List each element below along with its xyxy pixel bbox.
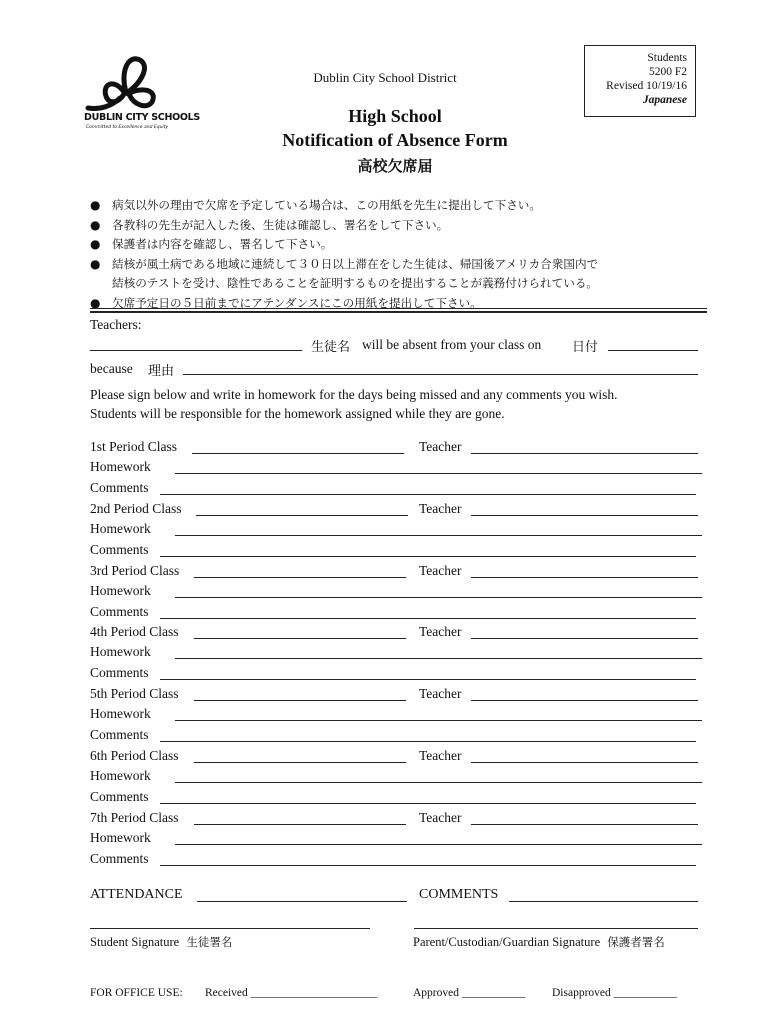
- reason-label: 理由: [148, 364, 175, 379]
- homework-field[interactable]: [175, 782, 702, 783]
- instructions-list: [90, 196, 710, 313]
- period-class-label: 5th Period Class: [90, 686, 179, 701]
- teacher-label: Teacher: [419, 439, 462, 454]
- homework-label: Homework: [90, 459, 151, 474]
- policy-category: Students: [647, 52, 687, 64]
- attendance-label: ATTENDANCE: [90, 887, 183, 902]
- because-label: because: [90, 361, 133, 376]
- student-name-label: 生徒名: [311, 340, 351, 355]
- homework-field[interactable]: [175, 597, 702, 598]
- period-block-2: [0, 501, 770, 563]
- instruction-item: ● 結核が風土病である地域に連続して３０日以上滞在をした生徒は、帰国後アメリカ合衆国内で: [90, 255, 710, 275]
- logo-tagline: Committed to Excellence and Equity: [86, 125, 169, 130]
- comments-field[interactable]: [160, 865, 696, 866]
- instructions-sign-line1: Please sign below and write in homework for the days being missed and any comments you wish.: [90, 387, 618, 402]
- policy-language: Japanese: [642, 94, 687, 106]
- parent-signature-field[interactable]: [414, 928, 698, 929]
- policy-number: 5200 F2: [648, 66, 687, 78]
- office-disapproved-field[interactable]: Disapproved ___________: [552, 987, 677, 999]
- comments-label: Comments: [90, 727, 149, 742]
- teacher-field[interactable]: [471, 577, 698, 578]
- homework-field[interactable]: [175, 844, 702, 845]
- section-divider-thick: [90, 311, 707, 313]
- homework-label: Homework: [90, 583, 151, 598]
- homework-field[interactable]: [175, 720, 702, 721]
- period-class-field[interactable]: [194, 762, 406, 763]
- comments-field[interactable]: [160, 803, 696, 804]
- homework-field[interactable]: [175, 473, 702, 474]
- district-name: Dublin City School District: [313, 70, 457, 85]
- homework-label: Homework: [90, 830, 151, 845]
- form-title-line2: Notification of Absence Form: [282, 130, 508, 150]
- office-approved-field[interactable]: Approved ___________: [413, 987, 526, 999]
- logo-wordmark: DUBLIN CITY SCHOOLS: [84, 112, 200, 123]
- homework-field[interactable]: [175, 535, 702, 536]
- comments-field[interactable]: [160, 679, 696, 680]
- period-class-label: 1st Period Class: [90, 439, 178, 454]
- teacher-label: Teacher: [419, 624, 462, 639]
- bullet-icon: ●: [90, 198, 101, 212]
- period-class-label: 4th Period Class: [90, 624, 179, 639]
- homework-label: Homework: [90, 706, 151, 721]
- homework-label: Homework: [90, 644, 151, 659]
- period-class-field[interactable]: [194, 638, 406, 639]
- period-class-field[interactable]: [192, 453, 404, 454]
- section-divider-thin: [90, 308, 707, 309]
- office-comments-field[interactable]: [509, 901, 698, 902]
- homework-field[interactable]: [175, 658, 702, 659]
- instruction-item-continued: 結核のテストを受け、陰性であることを証明するものを提出することが義務付けられている。: [112, 276, 599, 290]
- comments-label: Comments: [90, 789, 149, 804]
- comments-field[interactable]: [160, 494, 696, 495]
- teacher-label: Teacher: [419, 810, 462, 825]
- teacher-label: Teacher: [419, 501, 462, 516]
- period-class-label: 3rd Period Class: [90, 563, 180, 578]
- teacher-field[interactable]: [471, 762, 698, 763]
- teacher-field[interactable]: [471, 700, 698, 701]
- period-block-6: [0, 748, 770, 810]
- instructions-sign-line2: Students will be responsible for the homework assigned while they are gone.: [90, 406, 505, 421]
- form-title-japanese: 高校欠席届: [357, 157, 433, 175]
- teacher-field[interactable]: [471, 453, 698, 454]
- instruction-item: ● 病気以外の理由で欠席を予定している場合は、この用紙を先生に提出して下さい。: [90, 196, 710, 216]
- bullet-icon: ●: [90, 256, 101, 271]
- student-name-field[interactable]: [90, 350, 302, 351]
- comments-label: Comments: [90, 604, 149, 619]
- office-received-field[interactable]: Received ______________________: [205, 987, 378, 999]
- instruction-item: ● 欠席予定日の５日前までにアテンダンスにこの用紙を提出して下さい。: [90, 294, 710, 314]
- homework-label: Homework: [90, 521, 151, 536]
- teacher-label: Teacher: [419, 748, 462, 763]
- period-block-1: [0, 439, 770, 501]
- period-class-label: 7th Period Class: [90, 810, 179, 825]
- period-class-field[interactable]: [194, 700, 406, 701]
- period-class-field[interactable]: [196, 515, 408, 516]
- teacher-label: Teacher: [419, 563, 462, 578]
- comments-field[interactable]: [160, 741, 696, 742]
- date-label: 日付: [572, 340, 599, 355]
- bullet-icon: ●: [90, 237, 101, 251]
- teacher-field[interactable]: [471, 638, 698, 639]
- comments-label: Comments: [90, 851, 149, 866]
- office-comments-label: COMMENTS: [419, 887, 499, 902]
- date-field[interactable]: [608, 350, 698, 351]
- bullet-icon: ●: [90, 217, 101, 232]
- attendance-field[interactable]: [197, 901, 407, 902]
- period-class-field[interactable]: [194, 577, 406, 578]
- comments-label: Comments: [90, 665, 149, 680]
- teachers-label: Teachers:: [90, 317, 142, 332]
- period-class-label: 6th Period Class: [90, 748, 179, 763]
- homework-label: Homework: [90, 768, 151, 783]
- period-class-field[interactable]: [194, 824, 406, 825]
- instruction-item: ● 各教科の先生が記入した後、生徒は確認し、署名をして下さい。: [90, 216, 710, 236]
- period-block-4: [0, 624, 770, 686]
- office-use-label: FOR OFFICE USE:: [90, 987, 183, 999]
- absent-text: will be absent from your class on: [362, 337, 542, 352]
- teacher-field[interactable]: [471, 824, 698, 825]
- student-signature-label: Student Signature 生徒署名: [90, 935, 233, 949]
- parent-signature-label: Parent/Custodian/Guardian Signature 保護者署名: [413, 935, 665, 949]
- teacher-label: Teacher: [419, 686, 462, 701]
- student-signature-field[interactable]: [90, 928, 370, 929]
- period-block-5: [0, 686, 770, 748]
- reason-field[interactable]: [183, 374, 698, 375]
- comments-field[interactable]: [160, 618, 696, 619]
- period-block-7: [0, 810, 770, 872]
- policy-revised-date: Revised 10/19/16: [606, 80, 687, 92]
- teacher-field[interactable]: [471, 515, 698, 516]
- instruction-item: ● 保護者は内容を確認し、署名して下さい。: [90, 235, 710, 255]
- form-title-line1: High School: [348, 106, 442, 126]
- bullet-icon: ●: [90, 295, 101, 310]
- period-block-3: [0, 563, 770, 625]
- comments-field[interactable]: [160, 556, 696, 557]
- comments-label: Comments: [90, 542, 149, 557]
- period-class-label: 2nd Period Class: [90, 501, 182, 516]
- comments-label: Comments: [90, 480, 149, 495]
